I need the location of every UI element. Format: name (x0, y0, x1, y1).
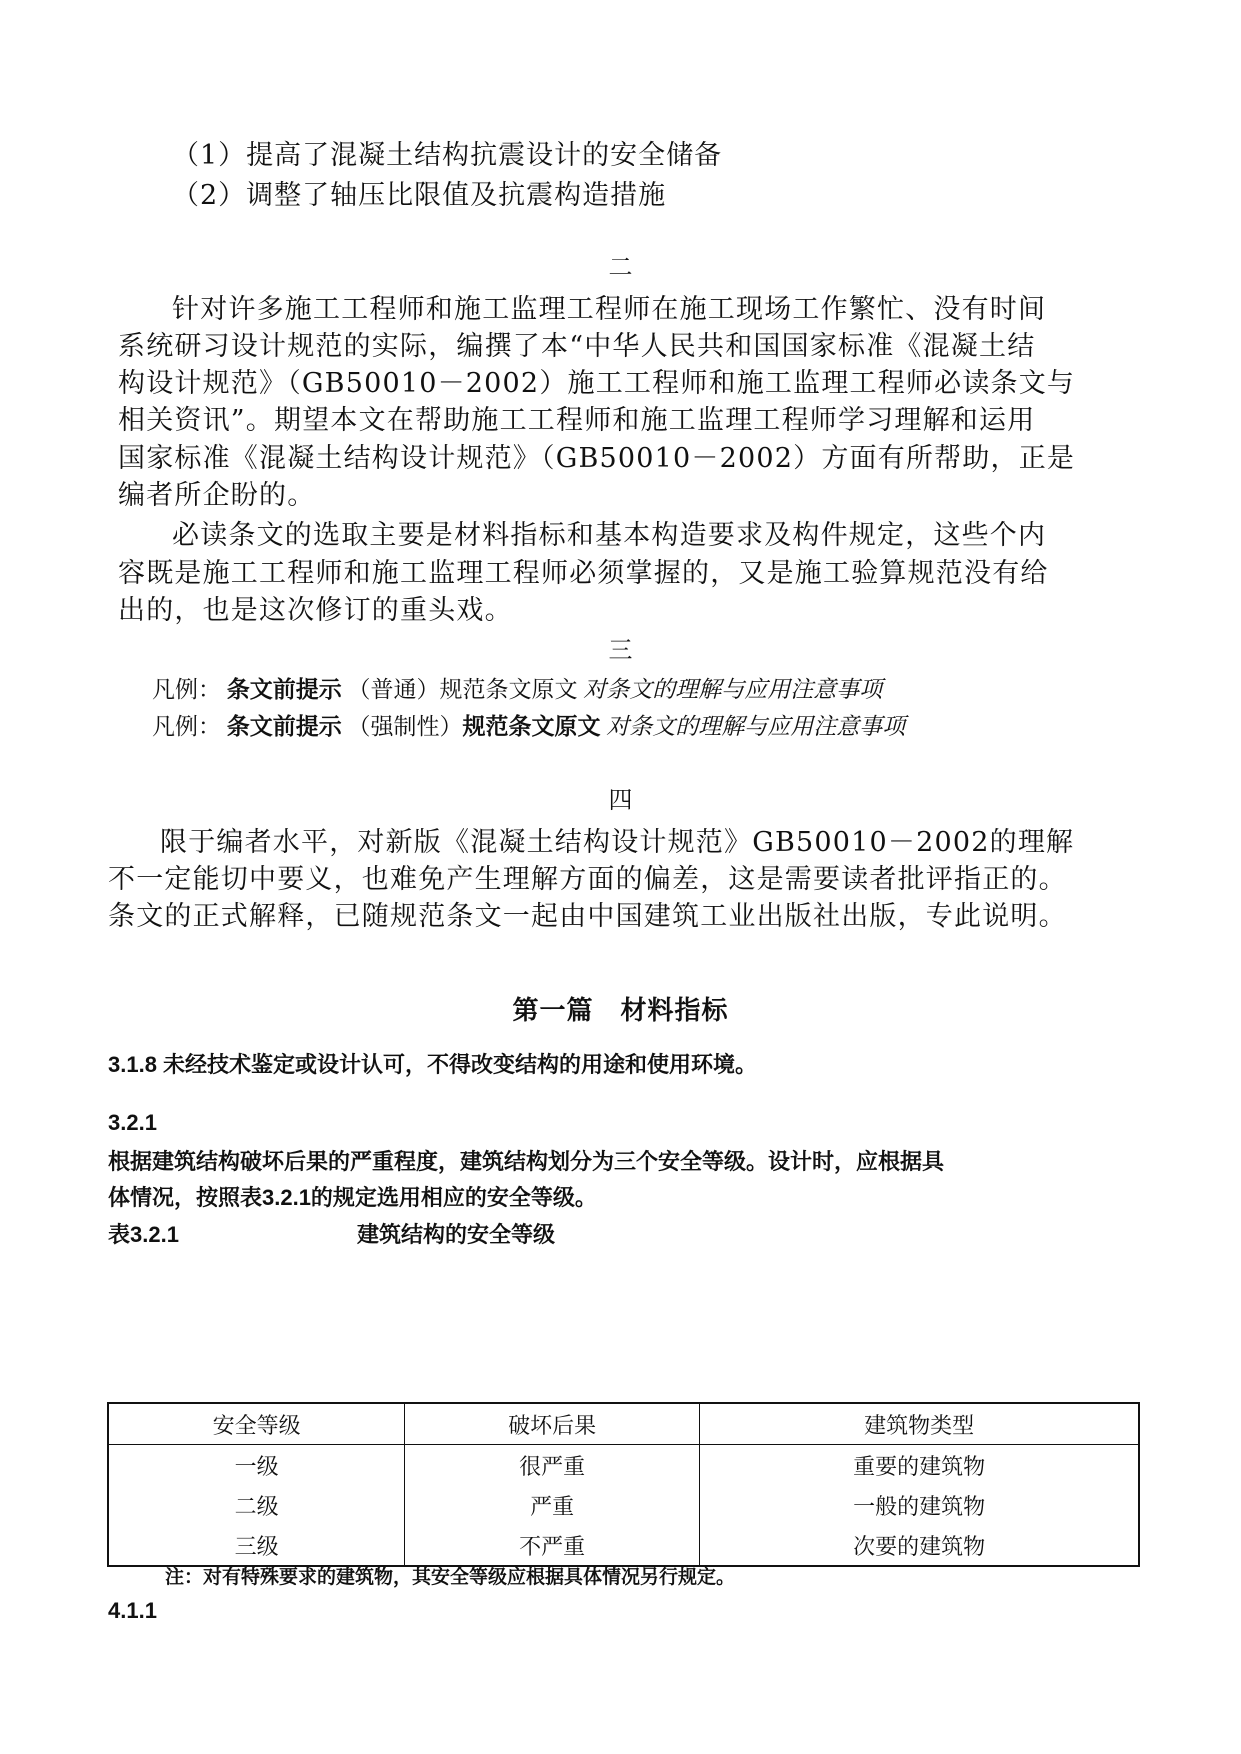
paragraph-line: 必读条文的选取主要是材料指标和基本构造要求及构件规定，这些个内 (172, 520, 1047, 551)
paragraph-line: 容既是施工工程师和施工监理工程师必须掌握的，又是施工验算规范没有给 (118, 558, 1049, 589)
legend-row-normal (152, 671, 882, 704)
table-header-cell: 安全等级 (108, 1403, 405, 1445)
table-label: 表3.2.1 (108, 1222, 179, 1247)
paragraph-line: 条文的正式解释，已随规范条文一起由中国建筑工业出版社出版，专此说明。 (108, 901, 1067, 932)
table-row (108, 1525, 1139, 1566)
legend-row-mandatory (152, 708, 905, 741)
legend-tip: 条文前提示 (226, 677, 342, 703)
table-cell: 二级 (108, 1485, 405, 1525)
legend-type: （普通）规范条文原文 (347, 677, 578, 703)
section-number-three: 三 (608, 636, 633, 664)
table-cell: 三级 (108, 1525, 405, 1566)
legend-type-strong: 规范条文原文 (462, 714, 601, 740)
clause-text-line: 体情况，按照表3.2.1的规定选用相应的安全等级。 (108, 1185, 597, 1210)
table-row (108, 1485, 1139, 1525)
legend-label: 凡例： (152, 677, 221, 703)
paragraph-line: 系统研习设计规范的实际，编撰了本“中华人民共和国国家标准《混凝土结 (118, 331, 1036, 362)
paragraph-line: 编者所企盼的。 (118, 480, 316, 511)
part-heading: 第一篇 材料指标 (512, 995, 729, 1025)
paragraph-line: 限于编者水平，对新版《混凝土结构设计规范》GB50010－2002的理解 (160, 827, 1075, 858)
table-cell: 很严重 (405, 1445, 700, 1486)
clause-text-line: 根据建筑结构破坏后果的严重程度，建筑结构划分为三个安全等级。设计时，应根据具 (108, 1149, 945, 1174)
table-cell: 不严重 (405, 1525, 700, 1566)
table-cell: 重要的建筑物 (700, 1445, 1139, 1486)
legend-note: 对条文的理解与应用注意事项 (606, 714, 906, 740)
intro-item-1: （1）提高了混凝土结构抗震设计的安全储备 (172, 140, 723, 171)
intro-item-2: （2）调整了轴压比限值及抗震构造措施 (172, 180, 667, 211)
clause-3-1-8: 3.1.8 未经技术鉴定或设计认可，不得改变结构的用途和使用环境。 (108, 1052, 758, 1077)
section-number-four: 四 (608, 786, 633, 814)
clause-number-next: 4.1.1 (108, 1598, 157, 1623)
paragraph-line: 出的，也是这次修订的重头戏。 (118, 595, 513, 626)
table-title: 建筑结构的安全等级 (357, 1222, 556, 1247)
clause-number: 3.2.1 (108, 1110, 157, 1135)
paragraph-line: 不一定能切中要义，也难免产生理解方面的偏差，这是需要读者批评指正的。 (108, 864, 1067, 895)
table-header-row (108, 1403, 1139, 1445)
table-cell: 一般的建筑物 (700, 1485, 1139, 1525)
section-number-two: 二 (608, 253, 633, 281)
paragraph-line: 针对许多施工工程师和施工监理工程师在施工现场工作繁忙、没有时间 (172, 294, 1047, 325)
legend-type-prefix: （强制性） (347, 714, 463, 740)
table-row (108, 1445, 1139, 1486)
table-note: 注：对有特殊要求的建筑物，其安全等级应根据具体情况另行规定。 (165, 1567, 736, 1588)
table-cell: 次要的建筑物 (700, 1525, 1139, 1566)
paragraph-line: 构设计规范》（GB50010－2002）施工工程师和施工监理工程师必读条文与 (118, 368, 1076, 399)
legend-note: 对条文的理解与应用注意事项 (583, 677, 883, 703)
legend-label: 凡例： (152, 714, 221, 740)
table-cell: 一级 (108, 1445, 405, 1486)
legend-tip: 条文前提示 (226, 714, 342, 740)
table-header-cell: 破坏后果 (405, 1403, 700, 1445)
table-header-cell: 建筑物类型 (700, 1403, 1139, 1445)
paragraph-line: 相关资讯”。期望本文在帮助施工工程师和施工监理工程师学习理解和运用 (118, 405, 1036, 436)
safety-grade-table (107, 1402, 1140, 1567)
paragraph-line: 国家标准《混凝土结构设计规范》（GB50010－2002）方面有所帮助，正是 (118, 443, 1076, 474)
table-cell: 严重 (405, 1485, 700, 1525)
